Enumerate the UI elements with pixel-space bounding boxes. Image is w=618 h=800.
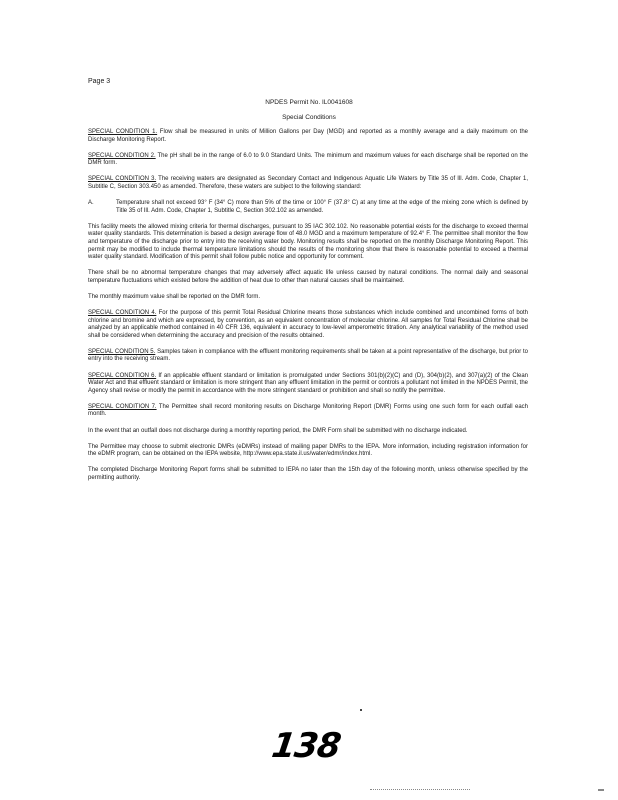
- condition-3-paragraph: There shall be no abnormal temperature changes that may adversely affect aquatic life unless caused by natural conditions. The normal daily and seasonal temperature fluctuations which existed before the addition of heat due to other than natural causes shall be maintained.: [88, 270, 528, 284]
- special-condition-5: [88, 349, 528, 364]
- handwritten-page-number: 138: [269, 726, 343, 766]
- item-label: A.: [88, 200, 94, 207]
- special-condition-6: [88, 373, 528, 396]
- condition-label: SPECIAL CONDITION 3.: [88, 176, 157, 183]
- section-title: Special Conditions: [282, 114, 336, 121]
- special-condition-4: [88, 310, 528, 340]
- permit-number: NPDES Permit No. IL0041608: [265, 99, 353, 106]
- special-condition-3: [88, 176, 528, 191]
- document-body: [88, 129, 528, 491]
- condition-label: SPECIAL CONDITION 4.: [88, 310, 157, 316]
- condition-7-paragraph: The completed Discharge Monitoring Report forms shall be submitted to IEPA no later than the 15th day of the following month, unless otherwise specified by the permitting authority.: [88, 467, 528, 481]
- condition-3-item-a: [88, 200, 528, 215]
- condition-text: Flow shall be measured in units of Million Gallons per Day (MGD) and reported as a monthly average and a daily maximum on the Discharge Monitoring Report.: [88, 129, 529, 143]
- condition-label: SPECIAL CONDITION 5.: [88, 348, 156, 355]
- condition-text: The receiving waters are designated as Secondary Contact and Indigenous Aquatic Life Waters by Title 35 of Ill. Adm. Code, Chapter 1, Subtitle C, Section 303.450 as amended. Therefore, these waters are subject to the following standard:: [88, 176, 528, 190]
- special-condition-2: [88, 153, 528, 168]
- condition-label: SPECIAL CONDITION 7.: [88, 403, 157, 410]
- condition-text: For the purpose of this permit Total Residual Chlorine means those substances which include combined and uncombined forms of both chlorine and bromine and which are expressed, by convention, as an equivalent concentration of molecular chlorine. All samples for Total Residual Chlorine shall be analyzed by an applicable method contained in 40 CFR 136, equivalent in accuracy to low-level amperometric titration. Any analytical variability of the method used shall be considered when determining the accuracy and precision of the results obtained.: [88, 310, 529, 339]
- condition-text: The Permittee shall record monitoring results on Discharge Monitoring Report (DMR) Forms using one such form for each outfall each month.: [88, 403, 528, 418]
- condition-label: SPECIAL CONDITION 1.: [88, 129, 158, 135]
- condition-text: If an applicable effluent standard or limitation is promulgated under Sections 301(b)(2)(C) and (D), 304(b)(2), and 307(a)(2) of the Clean Water Act and that effluent standard or limitation is more stringent than any effluent limitation in the permit or controls a pollutant not limited in the NPDES Permit, the Agency shall revise or modify the permit in accordance with the more stringent standard or prohibition and shall so notify the permittee.: [88, 372, 528, 394]
- condition-text: Samples taken in compliance with the effluent monitoring requirements shall be taken at a point representative of the discharge, but prior to entry into the receiving stream.: [88, 348, 528, 363]
- condition-label: SPECIAL CONDITION 2.: [88, 152, 156, 159]
- page-label: Page 3: [88, 78, 111, 85]
- footer-scan-mark: [598, 789, 604, 791]
- special-condition-1: [88, 129, 528, 144]
- condition-7-paragraph: The Permittee may choose to submit electronic DMRs (eDMRs) instead of mailing paper DMRs to the IEPA. More information, including registration information for the eDMR program, can be obtained on the IEPA website, http://www.epa.state.il.us/water/edmr/index.html.: [88, 443, 528, 458]
- condition-text: The pH shall be in the range of 6.0 to 9.0 Standard Units. The minimum and maximum values for each discharge shall be reported on the DMR form.: [88, 152, 528, 167]
- footer-scan-mark: [370, 789, 470, 792]
- condition-3-paragraph: The monthly maximum value shall be reported on the DMR form.: [88, 293, 261, 300]
- condition-7-paragraph: In the event that an outfall does not discharge during a monthly reporting period, the DMR Form shall be submitted with no discharge indicated.: [88, 427, 468, 434]
- special-condition-7: [88, 404, 528, 419]
- condition-label: SPECIAL CONDITION 6.: [88, 372, 157, 379]
- item-text: Temperature shall not exceed 93° F (34° C) more than 5% of the time or 100° F (37.8° C) at any time at the edge of the mixing zone which is defined by Title 35 of Ill. Adm. Code, Chapter 1, Subtitle C, Section 302.102 as amended.: [116, 200, 528, 214]
- scan-speck: [360, 709, 362, 711]
- condition-3-paragraph: This facility meets the allowed mixing criteria for thermal discharges, pursuant to 35 IAC 302.102. No reasonable potential exists for the discharge to exceed thermal water quality standards. This determination is based a design average flow of 48.0 MGD and a maximum temperature of 92.4° F. The permittee shall monitor the flow and temperature of the discharge prior to entry into the receiving water body. Monitoring results shall be reported on the monthly Discharge Monitoring Report. This permit may be modified to include thermal temperature limitations should the results of the monitoring show that there is reasonable potential to exceed a thermal water quality standard. Modification of this permit shall follow public notice and opportunity for comment.: [88, 223, 528, 261]
